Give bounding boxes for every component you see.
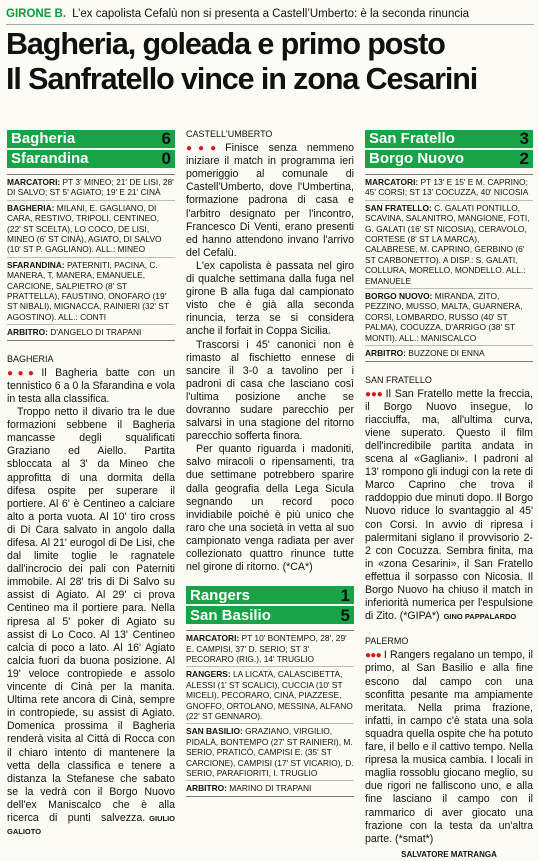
- team-score: 5: [340, 605, 350, 625]
- article-paragraph: L'ex capolista è passata nel giro di qualche settimana dalla fuga nel girone B alla fuga dal campionato visto che è già alla seconda rinuncia, terza se si considera anche il forfait in Coppa Sicilia.: [186, 259, 354, 338]
- photo-credit: GINO PAPPALARDO: [443, 612, 517, 622]
- article-paragraph: ●●● I Rangers regalano un tempo, il primo, al San Basilio e alla fine escono dal campo con una sconfitta pesante ma ampiamente meritata. Nella prima frazione, infatti, in campo c'è stata una sola squadra quella ospite che ha potuto fare, il bello e il cattivo tempo. Nella ripresa la musica cambia. I locali in maglia rossoblu giocano meglio, su due rigori ne falliscono uno, e alla fine lasciano il campo con il rammarico di aver giocato una frazione con la testa da un'altra parte. (*smat*): [365, 649, 534, 845]
- article-signature: (*CA*): [282, 561, 313, 574]
- article-paragraph: ●●● Finisce senza nemmeno iniziare il match in programma ieri pomeriggio al comunale di Castell'Umberto, dove l'Umbertina, formazione padrona di casa e l'arbitro designato per l'incontro, Francesco Di Venti, erano presenti ed hanno attendono invano l'arrivo del Cefalù.: [186, 142, 354, 259]
- referee: ARBITRO: BUZZONE DI ENNA: [365, 348, 485, 359]
- scoreline-home: [7, 130, 175, 148]
- article-signature: (*smat*): [395, 832, 434, 845]
- scorers: MARCATORI: PT 13' E 15' E M. CAPRINO; 45' CORSI; ST 13' COCUZZA, 40' NICOSIA: [365, 175, 533, 201]
- scoreline-away: [365, 150, 533, 168]
- away-lineup: SFARANDINA: PATERNITI, PACINA, C. MANERA, T. MANERA, EMANUELE, CARCIONE, SALPIETRO (8' ST PRATTELLA), FAUSTINO, ONOFARO (19' ST NIBALI), MIGNACCA, RAINIERI (32' ST AGOSTINO). ALL.: CONTI: [7, 258, 175, 325]
- article-dateline: BAGHERIA: [7, 353, 54, 364]
- scorers: MARCATORI: PT 3' MINEO; 21' DE LISI, 28' DI SALVO; ST 5' AGIATO; 19' E 21' CINÀ: [7, 175, 175, 201]
- column-3: [365, 128, 533, 861]
- article-paragraph: ●●● Il Bagheria batte con un tennistico 6 a 0 la Sfarandina e vola in testa alla classifica.: [7, 366, 176, 405]
- team-score: 1: [340, 585, 350, 605]
- referee: ARBITRO: D'ANGELO DI TRAPANI: [7, 327, 142, 338]
- home-lineup: RANGERS: LA LICATA, CALASCIBETTA, ALESSI (1' ST SCALICI), CUCCIA (10' ST MICELI), PECORARO, CINÀ, PIAZZESE, GNOFFO, ORTOLANO, MESSINA, ALFANO (22' ST GENNARO).: [186, 667, 354, 724]
- article-signature: GIULIO GALIOTO: [7, 813, 175, 837]
- away-lineup: BORGO NUOVO: MIRANDA, ZITO, PEZZINO, MUSSO, MALTA, GUARNERA, CORSI, LOMBARDO, RUSSO (40' ST PALMA), COCUZZA, D'ARRIGO (38' ST MONTI). ALL.: MANISCALCO: [365, 289, 533, 346]
- scoreline-home: [365, 130, 533, 148]
- headline: [6, 27, 534, 97]
- scoreline-home: [186, 586, 354, 604]
- headline-line-2: Il Sanfratello vince in zona Cesarini: [6, 62, 478, 96]
- bullet-dots-icon: ●●●: [365, 388, 383, 400]
- team-name: San Fratello: [369, 130, 455, 148]
- match-info-box: [7, 174, 175, 341]
- article-signature: (*GIPA*): [399, 610, 440, 623]
- team-score: 0: [161, 149, 171, 169]
- scoreline-away: [7, 150, 175, 168]
- bullet-dots-icon: ●●●: [186, 143, 223, 155]
- team-score: 2: [519, 149, 529, 169]
- team-name: Borgo Nuovo: [369, 150, 464, 168]
- kicker: [6, 4, 534, 25]
- scorers: MARCATORI: PT 10' BONTEMPO, 28', 29' E. CAMPISI, 37' D. SERIO; ST 3' PECORARO (RIG.), 14' TRUGLIO: [186, 631, 354, 667]
- article-paragraph: Per quanto riguarda i madoniti, salvo miracoli o ripensamenti, tra due settimane potrebbero sparire dalla geografia della Lega Sicula segnando un record poco invidiabile poiché è più unico che raro che una società in vetta al suo campionato venga radiata per aver collezionato quattro rinunce tutte nel girone di ritorno. (*CA*): [186, 443, 354, 574]
- article-byline: SALVATORE MATRANGA: [401, 849, 497, 859]
- team-score: 3: [519, 129, 529, 149]
- scoreline-away: [186, 606, 354, 624]
- match-info-box: [365, 174, 533, 362]
- team-name: Sfarandina: [11, 150, 89, 168]
- match-info-box: [186, 630, 354, 797]
- team-score: 6: [161, 129, 171, 149]
- article-dateline: SAN FRATELLO: [365, 374, 432, 385]
- bullet-dots-icon: ●●●: [7, 367, 39, 379]
- article-paragraph: Trascorsi i 45' canonici non è rimasto al fischietto ennese di sancire il 3-0 a tavolino per i padroni di casa che lasciano così l'ultima posizione anche se dovranno sudare parecchio per salvarsi in una stagione del ritorno parecchio sofferta finora.: [186, 338, 354, 443]
- team-name: Rangers: [190, 586, 251, 604]
- home-lineup: BAGHERIA: MILANI, E. GAGLIANO, DI CARA, RESTIVO, TRIPOLI, CENTINEO, (22' ST SCELTA), LO COCO, DE LISI, MINEO (6' ST CINÀ), AGIATO, DI SALVO (10' ST P. GAGLIANO). ALL.: MINEO: [7, 201, 175, 258]
- article-dateline: CASTELL'UMBERTO: [186, 129, 273, 139]
- column-1: [7, 128, 175, 838]
- kicker-tag: GIRONE B.: [6, 8, 67, 20]
- team-name: Bagheria: [11, 130, 76, 148]
- article-dateline: PALERMO: [365, 636, 409, 647]
- headline-line-1: Bagheria, goleada e primo posto: [6, 27, 445, 61]
- bullet-dots-icon: ●●●: [365, 650, 381, 662]
- referee: ARBITRO: MARINO DI TRAPANI: [186, 783, 312, 794]
- home-lineup: SAN FRATELLO: C. GALATI PONTILLO, SCAVINA, SALANITRO, MANGIONE, FOTI, G. GALATI (16' ST NICOSIA), CERAVOLO, CORTESE (8' ST LA MARCA), CALABRESE, M. CAPRINO, GERBINO (6' ST CARBONETTO). A DISP.: S. GALATI, COLLURA, MORELLO, MONDELLO. ALL.: EMANUELE: [365, 201, 533, 289]
- kicker-text: L’ex capolista Cefalù non si presenta a Castell’Umberto: è la seconda rinuncia: [72, 8, 470, 20]
- article-paragraph: Troppo netto il divario tra le due formazioni sebbene il Bagheria mancasse degli squalificati Graziano ed Aiello. Partita sbloccata al 3' da Mineo che approfitta di una dormita della difesa ospite per superare il portiere. Al 6' è Centineo a calciare alto a porta vuota. Al 10' tiro cross di Di Cara salvato in angolo dalla difesa. Al 21' eurogol di De Lisi, che dal limite toglie le ragnatele dall'incrocio dei pali con Paterniti immobile. Al 28' tris di Di Salvo su assist di Agiato. Al 29' ci prova Centineo ma il portiere para. Nella ripresa al 5' poker di Agiato su assist di Lo Coco. Al 13' Centineo calcia di poco a lato. Al 16' Agiato calcia fuori da buona posizione. Al 19' veloce contropiede e assolo vincente di Cinà per la manita. Ultima rete ancora di Cinà, sempre in contropiede, su assist di Agiato. Domenica prossima il Bagheria renderà visita al Città di Rocca con il chiaro intento di mantenere la vetta della classifica e tenere a distanza la Stefanese che sabato se la vedrà con il Borgo Nuovo dell'ex Maniscalco che è alla ricerca di punti salvezza. GIULIO GALIOTO: [7, 406, 175, 837]
- team-name: San Basilio: [190, 606, 271, 624]
- away-lineup: SAN BASILIO: GRAZIANO, VIRGILIO, PIDALÀ, BONTEMPO (27' ST RAINIERI), M. SERIO, PRATICÒ, CAMPISI E. (35' ST CARCIONE), CAMPISI (17' ST VICARIO), D. SERIO, PARAFIORITI, I. TRUGLIO: [186, 724, 354, 781]
- article-paragraph: ●●● Il San Fratello mette la freccia, il Borgo Nuovo insegue, lo riacciuffa, ma, all'ultima curva, viene superato. Questo il film dell'incredibile partita andata in scena al «Gagliani». I padroni al 13' rompono gli indugi con la rete di Marco Caprino che trova il raddoppio due minuti dopo. Il Borgo Nuovo riduce lo svantaggio al 45' con Corsi. In avvio di ripresa i palermitani siglano il provvisorio 2-2 con Cocuzza. Sembra finita, ma in «zona Cesarini», il San Fratello effettua il sorpasso con Nicosia. Il Borgo Nuovo ha chiuso il match in inferiorità numerica per l'espulsione di Zito. (*GIPA*) GINO PAPPALARDO: [365, 387, 533, 623]
- column-2: [186, 128, 354, 797]
